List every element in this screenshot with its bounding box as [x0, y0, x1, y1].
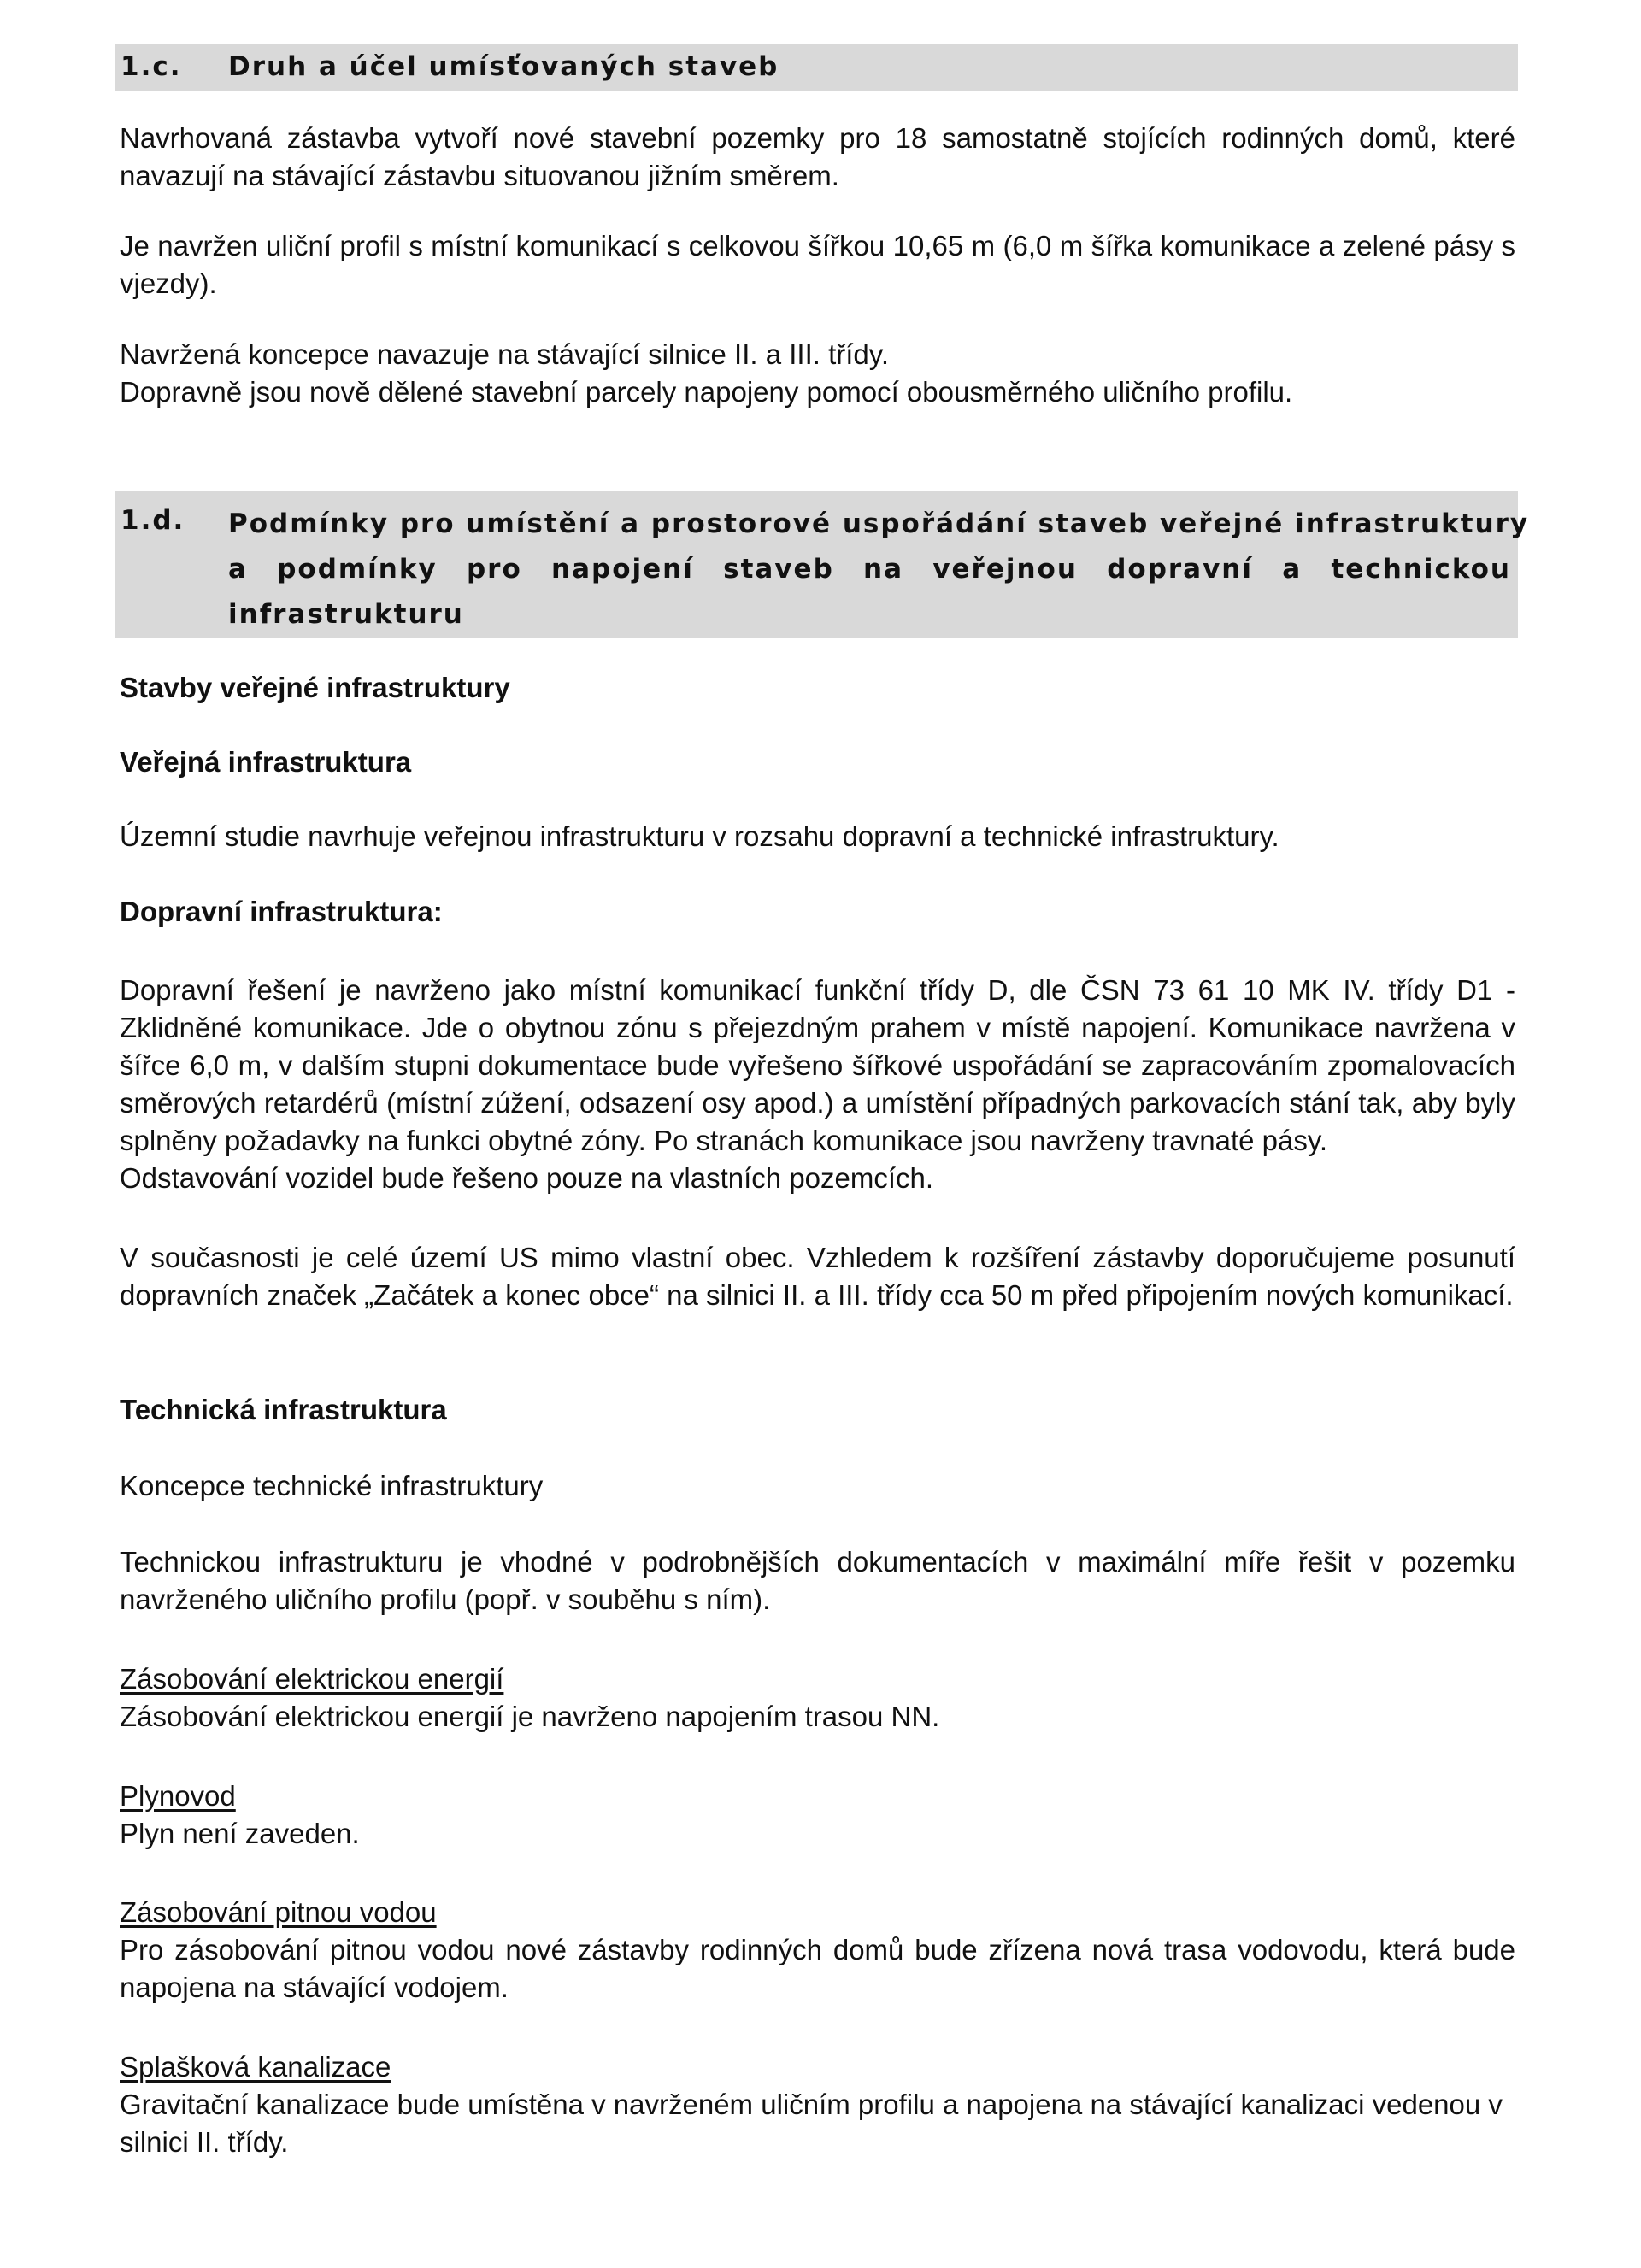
heading-dopravni: Dopravní infrastruktura: — [120, 896, 443, 927]
paragraph-technickou: Technickou infrastrukturu je vhodné v podrobnějších dokumentacích v maximální míře řešit v pozemku navrženého uličního profilu (popř. v souběhu s ním). — [120, 1546, 1515, 1615]
paragraph-ulicni-profil: Je navržen uliční profil s místní komunikací s celkovou šířkou 10,65 m (6,0 m šířka komunikace a zelené pásy s vjezdy). — [120, 230, 1515, 299]
section-header-1d — [115, 491, 1530, 638]
subheading-elektro: Zásobování elektrickou energií — [120, 1663, 504, 1695]
paragraph-dopravni-reseni: Dopravní řešení je navrženo jako místní komunikací funkční třídy D, dle ČSN 73 61 10 MK IV. třídy D1 - Zklidněné komunikace. Jde o obytnou zónu s přejezdným prahem v místě napojení. Komunikace navržena v šířce 6,0 m, v dalším stupni dokumentace bude vyřešeno šířkové uspořádání se zapracováním zpomalovacích směrových retardérů (místní zúžení, odsazení osy apod.) a umístění případných parkovacích stání tak, aby byly splněny požadavky na funkci obytné zóny. Po stranách komunikace jsou navrženy travnaté pásy. Odstavování vozidel bude řešeno pouze na vlastních pozemcích. — [120, 974, 1515, 1194]
section-header-1c — [115, 44, 1518, 91]
section-title: Druh a účel umísťovaných staveb — [228, 51, 779, 82]
subsection-kanalizace: Splašková kanalizace Gravitační kanalizace bude umístěna v navrženém uličním profilu a napojena na stávající kanalizaci vedenou v silnici II. třídy. — [120, 2048, 1515, 2161]
subheading-plynovod: Plynovod — [120, 1780, 236, 1812]
heading-stavby: Stavby veřejné infrastruktury — [120, 672, 510, 703]
section-number: 1.c. — [121, 51, 182, 82]
subsection-voda: Zásobování pitnou vodou Pro zásobování pitnou vodou nové zástavby rodinných domů bude zřízena nová trasa vodovodu, která bude napojena na stávající vodojem. — [120, 1894, 1515, 2007]
section-number: 1.d. — [121, 505, 185, 536]
paragraph-zastavba: Navrhovaná zástavba vytvoří nové stavební pozemky pro 18 samostatně stojících rodinných domů, které navazují na stávající zástavbu situovanou jižním směrem. — [120, 122, 1515, 191]
subheading-kanalizace: Splašková kanalizace — [120, 2051, 391, 2083]
paragraph-soucasnost: V současnosti je celé území US mimo vlastní obec. Vzhledem k rozšíření zástavby doporučujeme posunutí dopravních značek „Začátek a konec obce“ na silnici II. a III. třídy cca 50 m před připojením nových komunikací. — [120, 1242, 1515, 1311]
paragraph-uzemni-studie: Územní studie navrhuje veřejnou infrastrukturu v rozsahu dopravní a technické infrastruktury. — [120, 820, 1279, 852]
subheading-voda: Zásobování pitnou vodou — [120, 1896, 437, 1928]
heading-verejna: Veřejná infrastruktura — [120, 746, 412, 778]
paragraph-koncepce: Navržená koncepce navazuje na stávající silnice II. a III. třídy. Dopravně jsou nově dělené stavební parcely napojeny pomocí obousměrného uličního profilu. — [120, 338, 1293, 408]
heading-technicka: Technická infrastruktura — [120, 1394, 447, 1425]
paragraph-koncepce-technicke: Koncepce technické infrastruktury — [120, 1470, 544, 1501]
subsection-plynovod: Plynovod Plyn není zaveden. — [120, 1777, 1515, 1853]
section-title: Podmínky pro umístění a prostorové uspořádání staveb veřejné infrastruktury a podmínky pro napojení staveb na veřejnou dopravní a technickou infrastrukturu — [228, 508, 1530, 630]
subsection-elektro: Zásobování elektrickou energií Zásobování elektrickou energií je navrženo napojením trasou NN. — [120, 1660, 1515, 1736]
